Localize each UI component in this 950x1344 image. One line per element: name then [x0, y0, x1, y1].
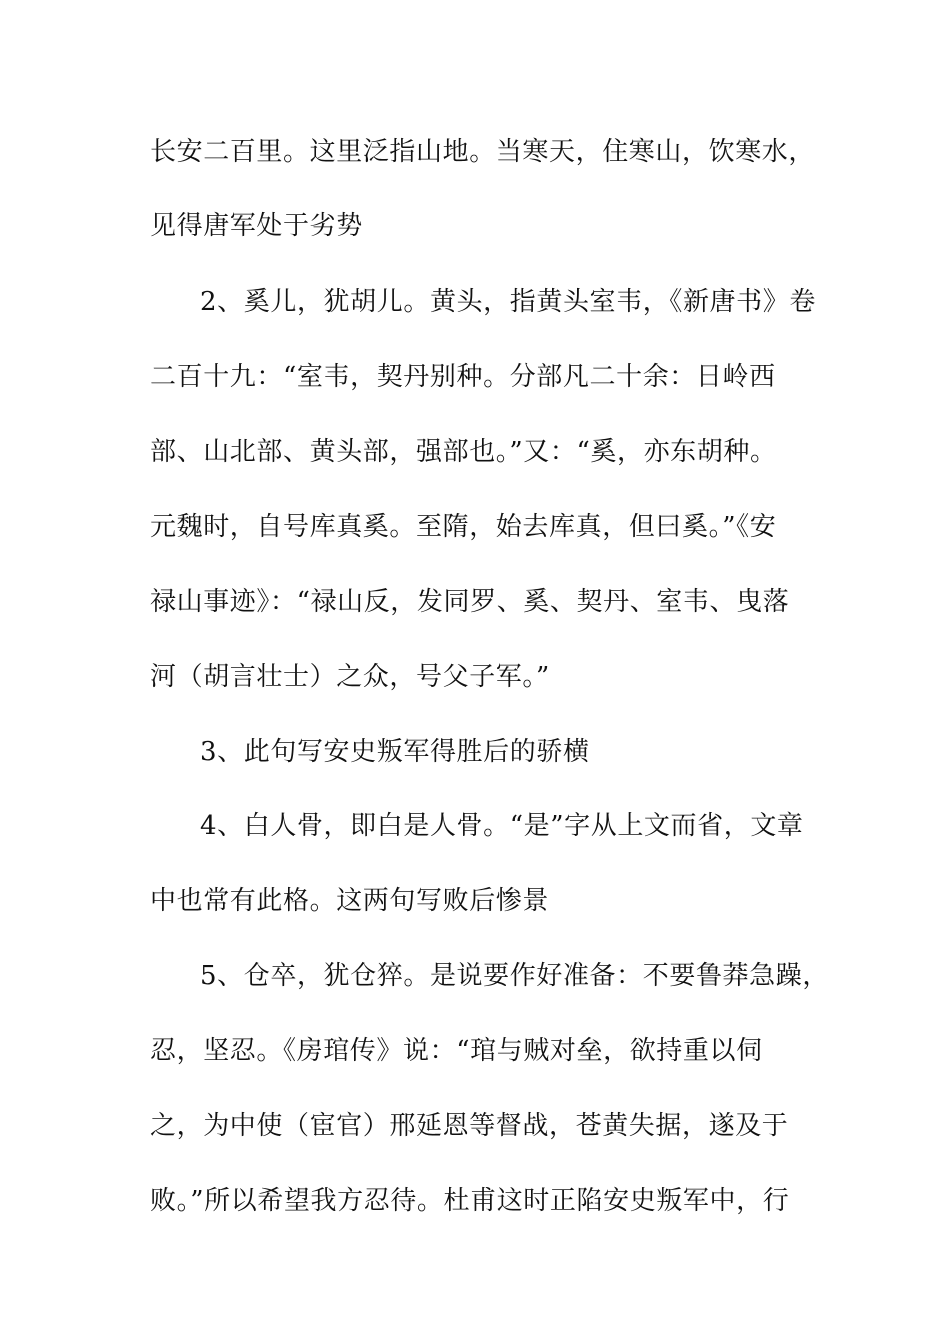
text-line: 长安二百里。这里泛指山地。当寒天，住寒山，饮寒水，	[150, 137, 816, 167]
text-line: 3、此句写安史叛军得胜后的骄横	[200, 737, 590, 767]
text-line: 元魏时，自号库真奚。至隋，始去库真，但曰奚。”《安	[150, 512, 777, 542]
text-line: 部、山北部、黄头部，强部也。”又：“奚，亦东胡种。	[150, 437, 777, 467]
text-line: 忍，坚忍。《房琯传》说：“琯与贼对垒，欲持重以伺	[150, 1036, 763, 1066]
text-line: 败。”所以希望我方忍待。杜甫这时正陷安史叛军中，行	[150, 1186, 790, 1216]
text-line: 4、白人骨，即白是人骨。“是”字从上文而省，文章	[200, 811, 804, 841]
text-line: 5、仓卒，犹仓猝。是说要作好准备：不要鲁莽急躁，	[200, 961, 829, 991]
text-line: 二百十九：“室韦，契丹别种。分部凡二十余：日岭西	[150, 362, 776, 392]
text-line: 河（胡言壮士）之众，号父子军。”	[150, 662, 550, 692]
text-line: 之，为中使（宦官）邢延恩等督战，苍黄失据，遂及于	[150, 1111, 789, 1141]
text-line: 见得唐军处于劣势	[150, 211, 363, 241]
text-line: 2、奚儿，犹胡儿。黄头，指黄头室韦，《新唐书》卷	[200, 287, 816, 317]
text-line: 禄山事迹》：“禄山反，发同罗、奚、契丹、室韦、曳落	[150, 587, 790, 617]
text-line: 中也常有此格。这两句写败后惨景	[150, 886, 550, 916]
